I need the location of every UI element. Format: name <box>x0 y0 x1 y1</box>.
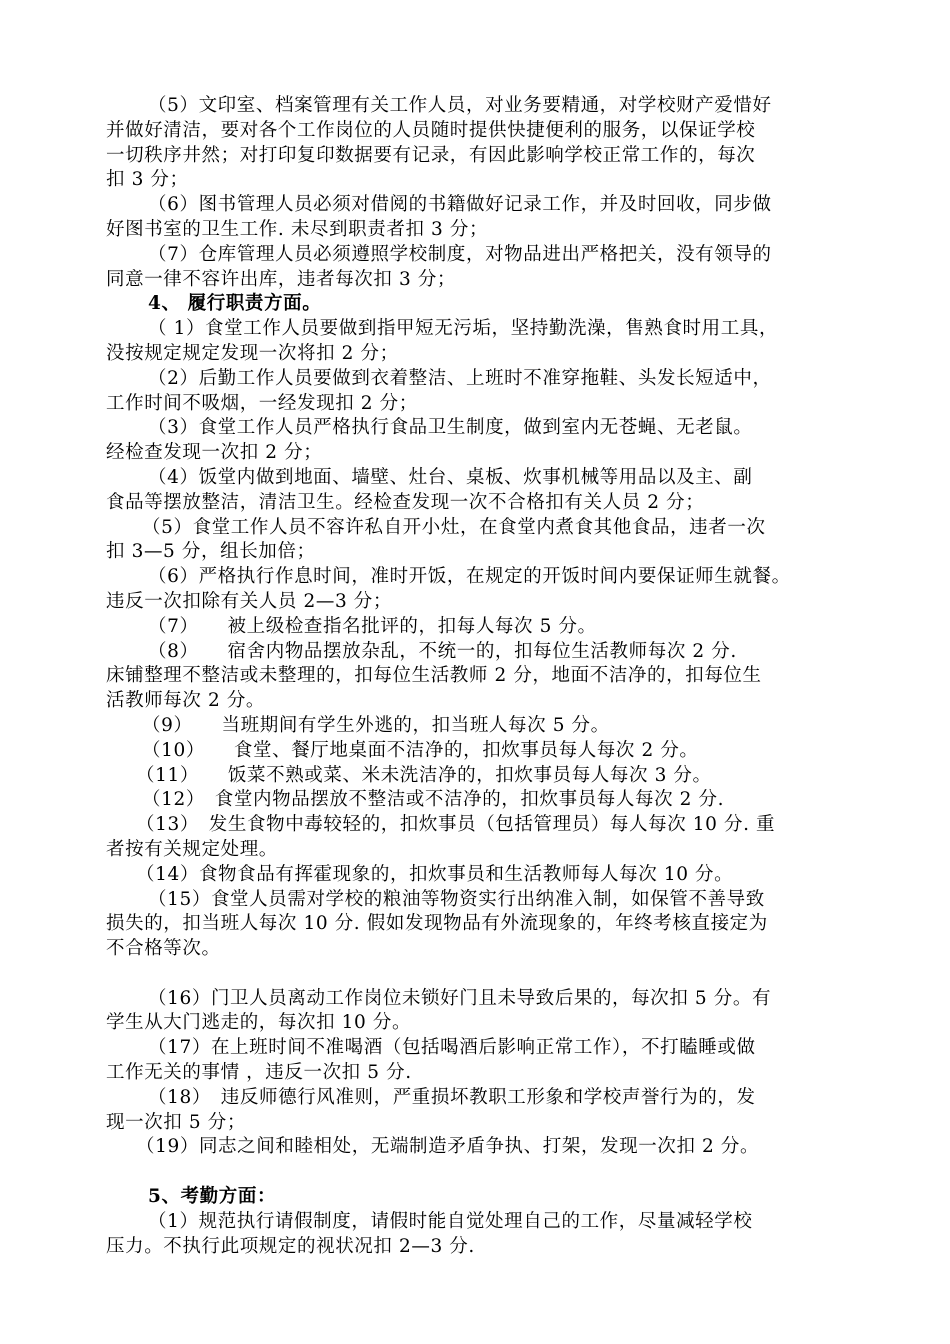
text-line: （17）在上班时间不准喝酒（包括喝酒后影响正常工作），不打瞌睡或做 <box>148 1037 756 1058</box>
text-line: （4）饭堂内做到地面、墙壁、灶台、桌板、炊事机械等用品以及主、副 <box>148 467 753 488</box>
text-line: （1）规范执行请假制度，请假时能自觉处理自己的工作，尽量减轻学校 <box>148 1211 753 1232</box>
text-line: 没按规定规定发现一次将扣 2 分； <box>106 343 399 364</box>
text-line: （6）图书管理人员必须对借阅的书籍做好记录工作，并及时回收，同步做 <box>148 194 772 215</box>
text-line: （19）同志之间和睦相处，无端制造矛盾争执、打架，发现一次扣 2 分。 <box>136 1136 760 1157</box>
text-line: （5）食堂工作人员不容许私自开小灶，在食堂内煮食其他食品，违者一次 <box>142 517 766 538</box>
text-line: （12） 食堂内物品摆放不整洁或不洁净的，扣炊事员每人每次 2 分. <box>142 789 725 810</box>
text-line: （9） 当班期间有学生外逃的，扣当班人每次 5 分。 <box>142 715 610 736</box>
text-line: 学生从大门逃走的，每次扣 10 分。 <box>106 1012 412 1033</box>
text-line: 工作时间不吸烟，一经发现扣 2 分； <box>106 393 418 414</box>
text-line: （14）食物食品有挥霍现象的，扣炊事员和生活教师每人每次 10 分。 <box>136 864 734 885</box>
text-line: （13） 发生食物中毒较轻的，扣炊事员（包括管理员）每人每次 10 分. 重 <box>136 814 776 835</box>
text-line: （16）门卫人员离动工作岗位未锁好门且未导致后果的，每次扣 5 分。有 <box>148 988 772 1009</box>
text-line: 活教师每次 2 分。 <box>106 690 266 711</box>
text-line: （15）食堂人员需对学校的粮油等物资实行出纳准入制，如保管不善导致 <box>148 889 765 910</box>
text-line: （3）食堂工作人员严格执行食品卫生制度，做到室内无苍蝇、无老鼠。 <box>148 417 753 438</box>
text-line: 一切秩序井然；对打印复印数据要有记录，有因此影响学校正常工作的，每次 <box>106 145 756 166</box>
text-line: 扣 3—5 分，组长加倍； <box>106 541 316 562</box>
text-line: 压力。不执行此项规定的视状况扣 2—3 分. <box>106 1236 475 1257</box>
text-line: 食品等摆放整洁，清洁卫生。经检查发现一次不合格扣有关人员 2 分； <box>106 492 705 513</box>
text-line: 并做好清洁，要对各个工作岗位的人员随时提供快捷便利的服务，以保证学校 <box>106 120 756 141</box>
text-line: （10） 食堂、餐厅地桌面不洁净的，扣炊事员每人每次 2 分。 <box>142 740 699 761</box>
text-line: 现一次扣 5 分； <box>106 1112 246 1133</box>
text-line: （2）后勤工作人员要做到衣着整洁、上班时不准穿拖鞋、头发长短适中， <box>148 368 772 389</box>
text-line: 损失的，扣当班人每次 10 分. 假如发现物品有外流现象的，年终考核直接定为 <box>106 913 768 934</box>
text-line: （11） 饭菜不熟或菜、米未洗洁净的，扣炊事员每人每次 3 分。 <box>136 765 712 786</box>
text-line: （5）文印室、档案管理有关工作人员，对业务要精通，对学校财产爱惜好 <box>148 95 772 116</box>
text-line: 者按有关规定处理。 <box>106 839 278 860</box>
text-line: （7）仓库管理人员必须遵照学校制度，对物品进出严格把关，没有领导的 <box>148 244 772 265</box>
text-line: 扣 3 分； <box>106 169 189 190</box>
text-line: 同意一律不容许出库，违者每次扣 3 分； <box>106 269 457 290</box>
text-line: 工作无关的事情 ，违反一次扣 5 分. <box>106 1062 412 1083</box>
text-line: 违反一次扣除有关人员 2—3 分； <box>106 591 393 612</box>
text-line: （7） 被上级检查指名批评的，扣每人每次 5 分。 <box>148 616 597 637</box>
text-line: （18） 违反师德行风准则，严重损坏教职工形象和学校声誉行为的，发 <box>148 1087 756 1108</box>
text-line: 床铺整理不整洁或未整理的，扣每位生活教师 2 分，地面不洁净的，扣每位生 <box>106 665 762 686</box>
text-line: 经检查发现一次扣 2 分； <box>106 442 323 463</box>
text-line: 好图书室的卫生工作. 未尽到职责者扣 3 分； <box>106 219 489 240</box>
text-line: （6）严格执行作息时间，准时开饭，在规定的开饭时间内要保证师生就餐。 <box>148 566 791 587</box>
section-heading: 5、考勤方面： <box>148 1186 277 1207</box>
text-line: （ 1）食堂工作人员要做到指甲短无污垢，坚持勤洗澡，售熟食时用工具， <box>148 318 779 339</box>
text-line: 不合格等次。 <box>106 938 221 959</box>
section-heading: 4、 履行职责方面。 <box>148 293 322 314</box>
text-line: （8） 宿舍内物品摆放杂乱，不统一的，扣每位生活教师每次 2 分. <box>148 641 737 662</box>
